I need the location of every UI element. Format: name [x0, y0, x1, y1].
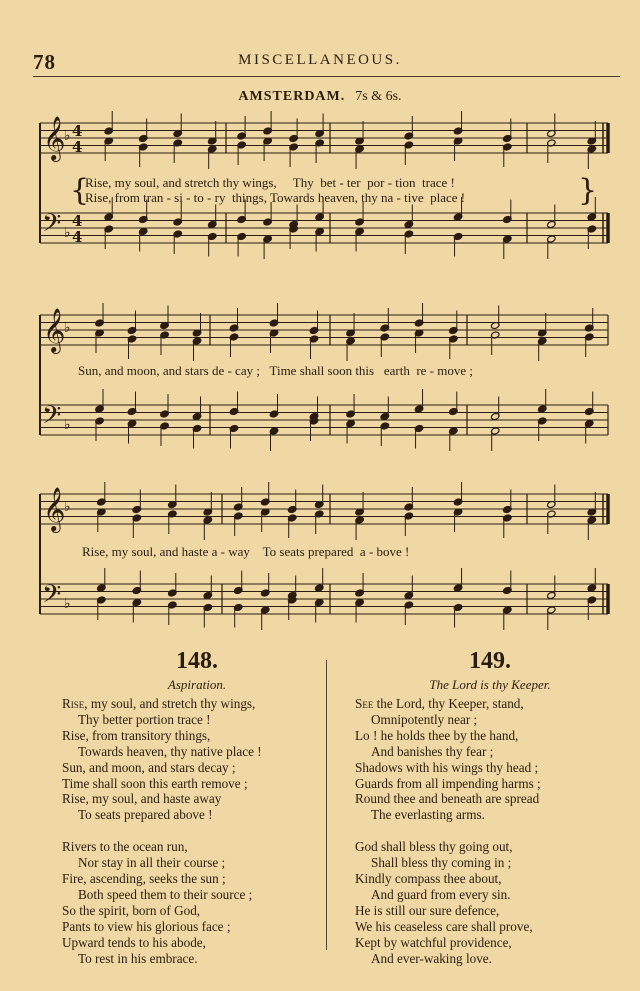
verse-2-lyrics: Rise, from tran - si - to - ry things, Towards heaven, thy na - tive place !: [85, 190, 466, 205]
hymn-line: The everlasting arms.: [371, 807, 485, 823]
hymn-line: Lo ! he holds thee by the hand,: [355, 727, 519, 743]
lyrics-brace-right: }: [578, 173, 598, 208]
flat-sign: ♭: [64, 417, 71, 433]
line-initial-word: See: [355, 696, 374, 711]
tune-name: AMSTERDAM.: [238, 89, 346, 104]
hymn-line: Shadows with his wings thy head ;: [355, 759, 539, 775]
hymn-line: Round thee and beneath are spread: [355, 791, 540, 807]
tune-meter: 7s & 6s.: [355, 89, 402, 104]
hymn-line: God shall bless thy going out,: [355, 839, 513, 855]
verse-1-lyrics: Rise, my soul, and stretch thy wings, Thy bet - ter por - tion trace !: [85, 175, 455, 190]
treble-clef: 𝄞: [43, 116, 66, 160]
hymn-line: And ever-waking love.: [371, 950, 492, 966]
hymn-subtitle: The Lord is thy Keeper.: [429, 677, 551, 692]
hymn-line: So the spirit, born of God,: [62, 902, 201, 918]
hymn-line: [62, 696, 332, 712]
hymn-line: Nor stay in all their course ;: [78, 855, 226, 871]
hymn-148: [62, 648, 332, 967]
hymn-line: And banishes thy fear ;: [371, 743, 494, 759]
hymn-line: Shall bless thy coming in ;: [371, 855, 512, 871]
page-number: 78: [33, 50, 56, 74]
lyrics-brace-left: {: [70, 173, 90, 208]
hymn-line: Upward tends to his abode,: [62, 934, 206, 950]
hymn-line: Fire, ascending, seeks the sun ;: [62, 871, 226, 887]
hymn-line: Guards from all impending harms ;: [355, 775, 541, 791]
hymn-line: Both speed them to their source ;: [78, 886, 253, 902]
bass-clef: 𝄢: [42, 580, 62, 615]
hymn-line: To seats prepared above !: [78, 807, 213, 823]
treble-clef: 𝄞: [43, 487, 66, 531]
hymn-line: Sun, and moon, and stars decay ;: [62, 759, 236, 775]
section-title: MISCELLANEOUS.: [238, 52, 402, 68]
hymn-line: Time shall soon this earth remove ;: [62, 775, 248, 791]
hymn-line: Rise, from transitory things,: [62, 727, 211, 743]
time-signature: 4: [72, 138, 83, 156]
hymn-line: Pants to view his glorious face ;: [62, 918, 231, 934]
hymn-line: Rise, my soul, and haste away: [62, 791, 222, 807]
hymn-number: 148.: [176, 648, 218, 674]
hymn-line: To rest in his embrace.: [78, 950, 198, 966]
hymn-149: [355, 648, 625, 967]
flat-sign: ♭: [64, 128, 71, 144]
hymn-number: 149.: [469, 648, 511, 674]
time-signature: 4: [72, 212, 83, 230]
line-rest: the Lord, thy Keeper, stand,: [373, 696, 524, 711]
hymn-line: Towards heaven, thy native place !: [78, 743, 262, 759]
hymn-line: And guard from every sin.: [371, 886, 511, 902]
hymn-line: Rivers to the ocean run,: [62, 839, 188, 855]
time-signature: 4: [72, 122, 83, 140]
flat-sign: ♭: [64, 499, 71, 515]
bass-clef: 𝄢: [42, 209, 62, 244]
bass-clef: 𝄢: [42, 401, 62, 436]
column-divider: [326, 660, 327, 950]
line-rest: my soul, and stretch thy wings,: [87, 696, 256, 711]
hymn-line: Kept by watchful providence,: [355, 934, 512, 950]
time-signature: 4: [72, 228, 83, 246]
flat-sign: ♭: [64, 320, 71, 336]
hymn-line: Omnipotently near ;: [371, 711, 478, 727]
hymn-line: Kindly compass thee about,: [355, 871, 502, 887]
hymn-subtitle: Aspiration.: [167, 677, 227, 692]
system-3-lyrics: Rise, my soul, and haste a - way To seats prepared a - bove !: [82, 544, 410, 559]
flat-sign: ♭: [64, 225, 71, 241]
flat-sign: ♭: [64, 596, 71, 612]
treble-clef: 𝄞: [43, 308, 66, 352]
hymn-line: We his ceaseless care shall prove,: [355, 918, 533, 934]
system-2-lyrics: Sun, and moon, and stars de - cay ; Time shall soon this earth re - move ;: [78, 363, 474, 378]
line-initial-word: Rise,: [62, 696, 88, 711]
hymn-line: Thy better portion trace !: [78, 711, 211, 727]
hymn-line: [355, 696, 625, 712]
hymn-line: He is still our sure defence,: [355, 902, 500, 918]
